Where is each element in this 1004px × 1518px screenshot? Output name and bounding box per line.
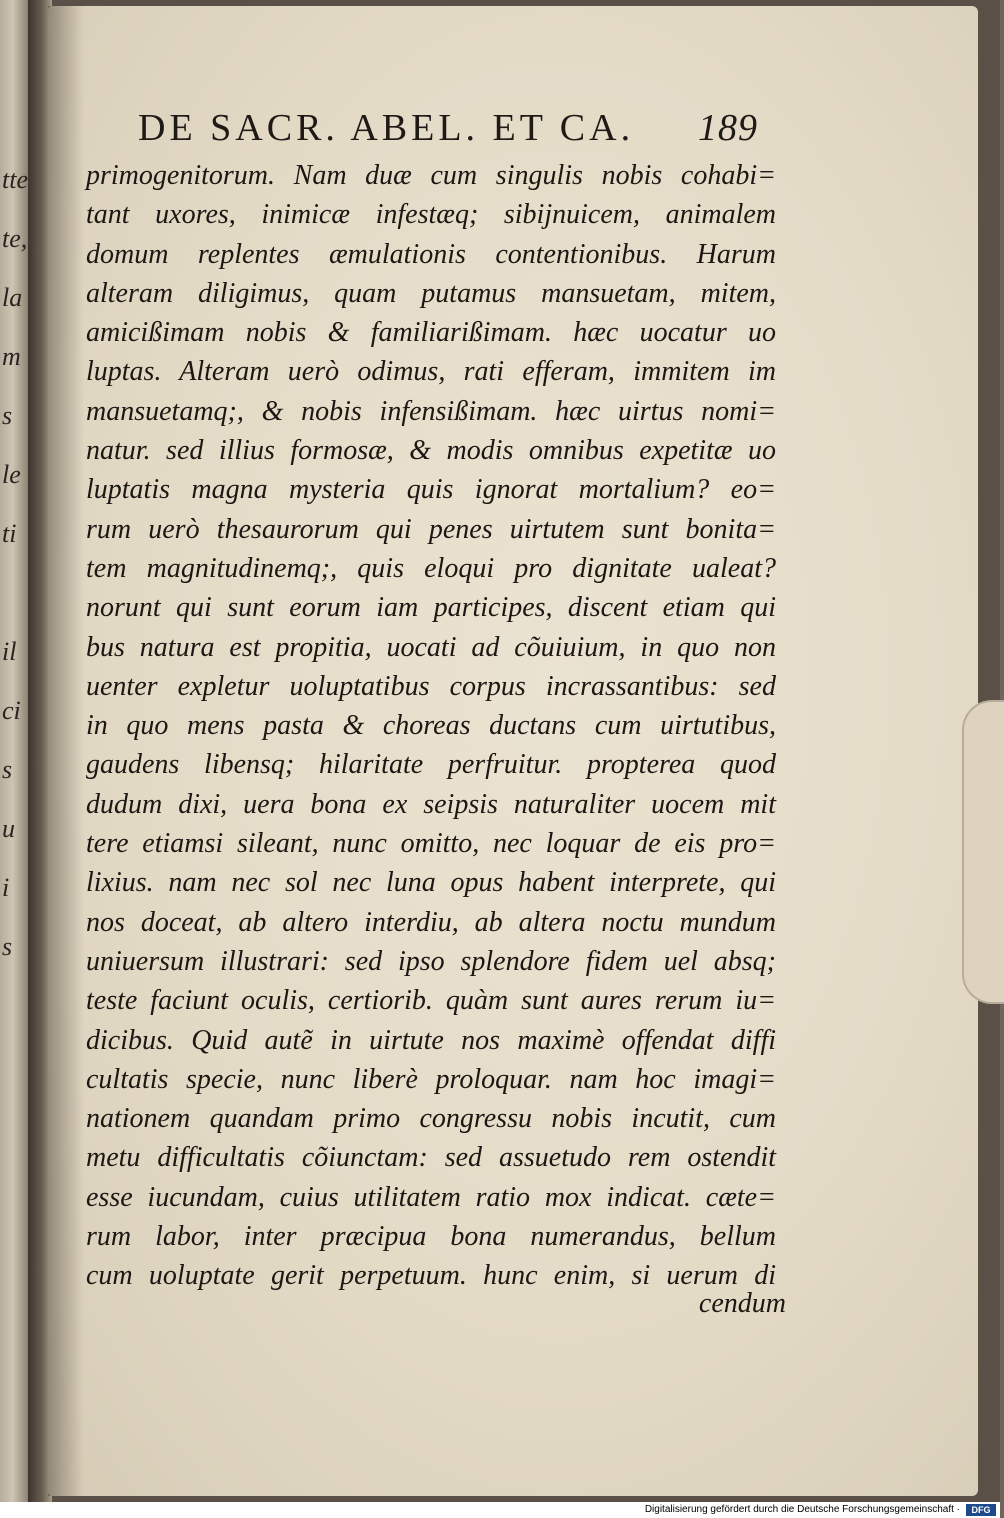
- edge-fragment: le: [2, 460, 21, 489]
- text-line: rum labor, inter præcipua bona numerandus, bellum: [86, 1221, 776, 1253]
- edge-fragment: ci: [2, 696, 21, 725]
- running-header-title: DE SACR. ABEL. ET CA.: [138, 107, 635, 149]
- page-shadow: [48, 6, 84, 1496]
- text-line: dudum dixi, uera bona ex seipsis naturaliter uocem mit: [86, 788, 776, 820]
- text-line: natur. sed illius formosæ, & modis omnibus expetitæ uo: [86, 435, 776, 467]
- text-line: uenter expletur uoluptatibus corpus incrassantibus: sed: [86, 670, 776, 702]
- text-line: mansuetamq;, & nobis infensißimam. hæc uirtus nomi=: [86, 395, 776, 427]
- edge-fragment: tte: [2, 165, 28, 194]
- text-line: luptas. Alteram uerò odimus, rati efferam, immitem im: [86, 356, 776, 388]
- text-line: cultatis specie, nunc liberè proloquar. nam hoc imagi=: [86, 1063, 776, 1095]
- text-line: bus natura est propitia, uocati ad cõuiuium, in quo non: [86, 631, 776, 663]
- text-line: rum uerò thesaurorum qui penes uirtutem sunt bonita=: [86, 513, 776, 545]
- text-line: teste faciunt oculis, certiorib. quàm sunt aures rerum iu=: [86, 985, 776, 1017]
- edge-fragment: s: [2, 755, 13, 784]
- edge-fragment: la: [2, 283, 23, 312]
- catchword: cendum: [698, 1288, 786, 1319]
- text-line: nationem quandam primo congressu nobis incutit, cum: [86, 1103, 776, 1135]
- text-line: esse iucundam, cuius utilitatem ratio mox indicat. cæte=: [86, 1181, 776, 1213]
- edge-fragment: u: [2, 814, 15, 843]
- page-number: 189: [698, 107, 758, 149]
- left-page-edge-text: [2, 150, 28, 976]
- text-line: uniuersum illustrari: sed ipso splendore fidem uel absq;: [86, 945, 776, 977]
- edge-fragment: te,: [2, 224, 28, 253]
- text-line: lixius. nam nec sol nec luna opus habent interprete, qui: [86, 867, 776, 899]
- edge-fragment: ti: [2, 519, 17, 548]
- text-line: nos doceat, ab altero interdiu, ab altera noctu mundum: [86, 906, 776, 938]
- text-line: metu difficultatis cõiunctam: sed assuetudo rem ostendit: [86, 1142, 776, 1174]
- text-line: tant uxores, inimicæ infestæq; sibijnuicem, animalem: [86, 199, 776, 231]
- text-line: dicibus. Quid autẽ in uirtute nos maximè offendat diffi: [86, 1024, 776, 1056]
- body-text: [86, 156, 776, 1296]
- text-line: cum uoluptate gerit perpetuum. hunc enim, si uerum di: [86, 1260, 776, 1292]
- text-line: luptatis magna mysteria quis ignorat mortalium? eo=: [86, 474, 776, 506]
- page-tab-marker: [962, 700, 1004, 1004]
- dfg-logo-icon: DFG: [966, 1504, 996, 1516]
- edge-fragment: m: [2, 342, 21, 371]
- text-line: domum replentes æmulationis contentionibus. Harum: [86, 238, 776, 270]
- edge-fragment: s: [2, 932, 13, 961]
- text-line: primogenitorum. Nam duæ cum singulis nobis cohabi=: [86, 160, 776, 191]
- running-header: [138, 106, 758, 156]
- text-line: in quo mens pasta & choreas ductans cum uirtutibus,: [86, 710, 776, 742]
- text-line: tere etiamsi sileant, nunc omitto, nec loquar de eis pro=: [86, 828, 776, 860]
- text-line: tem magnitudinemq;, quis eloqui pro dignitate ualeat?: [86, 552, 776, 584]
- footer-credit: Digitalisierung gefördert durch die Deutsche Forschungsgemeinschaft ·: [644, 1504, 960, 1515]
- text-line: amicißimam nobis & familiarißimam. hæc uocatur uo: [86, 317, 776, 349]
- text-line: gaudens libensq; hilaritate perfruitur. propterea quod: [86, 749, 776, 781]
- edge-fragment: i: [2, 873, 10, 902]
- left-page-edge: [0, 0, 28, 1502]
- edge-fragment: [2, 563, 24, 622]
- text-line: alteram diligimus, quam putamus mansuetam, mitem,: [86, 277, 776, 309]
- edge-fragment: s: [2, 401, 13, 430]
- edge-fragment: il: [2, 637, 17, 666]
- text-line: norunt qui sunt eorum iam participes, discent etiam qui: [86, 592, 776, 624]
